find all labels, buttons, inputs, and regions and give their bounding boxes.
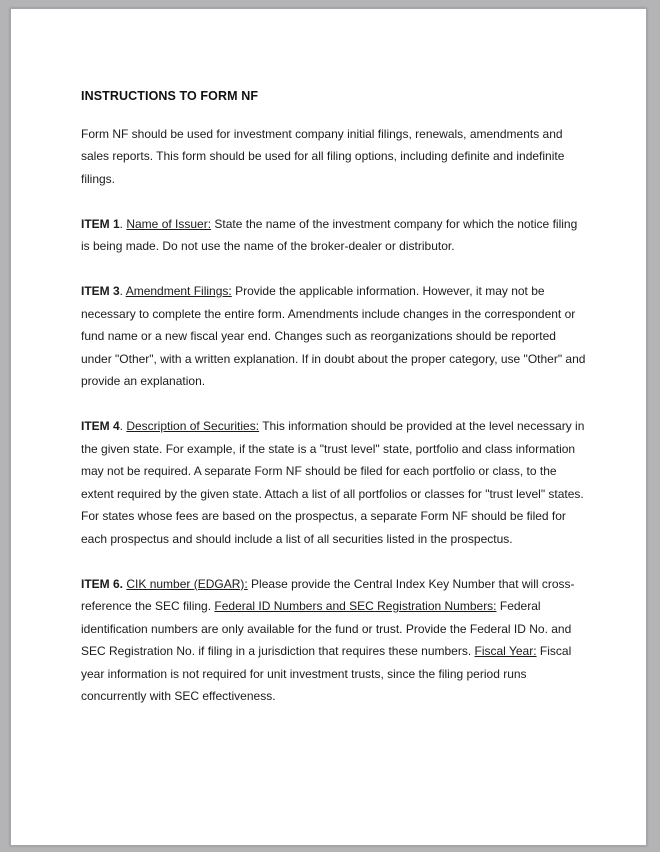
- underlined-term: Federal ID Numbers and SEC Registration Numbers:: [214, 599, 497, 613]
- document-page: [10, 8, 647, 846]
- document-title: INSTRUCTIONS TO FORM NF: [81, 89, 259, 103]
- paragraph: [81, 573, 586, 708]
- item-label: ITEM 6.: [81, 576, 124, 591]
- text-run: Provide the applicable information. However, it may not be necessary to complete the entire form. Amendments include changes in the correspondent or fund name or a new fiscal year end. Changes such as reorganizations should be reported under "Other", with a written explanation. If in doubt about the proper category, use "Other" and provide an explanation.: [81, 284, 586, 388]
- item-label: ITEM 4: [81, 419, 120, 433]
- text-run: State the name of the investment company for which the notice filing is being made. Do not use the name of the broker-dealer or distributor.: [81, 216, 578, 253]
- paragraph: [81, 123, 586, 191]
- underlined-term: Name of Issuer:: [126, 216, 212, 231]
- text-run: .: [119, 419, 127, 433]
- text-run: Fiscal year information is not required for unit investment trusts, since the filing period runs concurrently with SEC effectiveness.: [81, 644, 572, 703]
- text-run: .: [119, 216, 127, 231]
- paragraph: [81, 415, 586, 550]
- text-run: Please provide the Central Index Key Number that will cross-reference the SEC filing.: [81, 576, 575, 613]
- item-label: ITEM 1: [81, 216, 120, 231]
- underlined-term: Amendment Filings:: [125, 284, 232, 298]
- underlined-term: CIK number (EDGAR):: [126, 576, 248, 591]
- document-body: [81, 123, 586, 708]
- paragraph: [81, 213, 586, 258]
- underlined-term: Fiscal Year:: [474, 644, 537, 658]
- text-run: Federal identification numbers are only available for the fund or trust. Provide the Federal ID No. and SEC Registration No. if filing in a jurisdiction that requires these numbers.: [81, 599, 572, 658]
- underlined-term: Description of Securities:: [126, 419, 260, 433]
- paragraph: [81, 280, 586, 393]
- text-run: Form NF should be used for investment company initial filings, renewals, amendments and sales reports. This form should be used for all filing options, including definite and indefinite filings.: [81, 126, 565, 186]
- page-content: [11, 9, 646, 708]
- text-run: .: [119, 284, 126, 298]
- text-run: This information should be provided at the level necessary in the given state. For example, if the state is a "trust level" state, portfolio and class information may not be required. A separate Form NF should be filed for each portfolio or class, to the extent required by the given state. Attach a list of all portfolios or classes for "trust level" states. For states whose fees are based on the prospectus, a separate Form NF should be filed for each prospectus and should include a list of all securities listed in the prospectus.: [81, 419, 585, 546]
- item-label: ITEM 3: [81, 284, 120, 298]
